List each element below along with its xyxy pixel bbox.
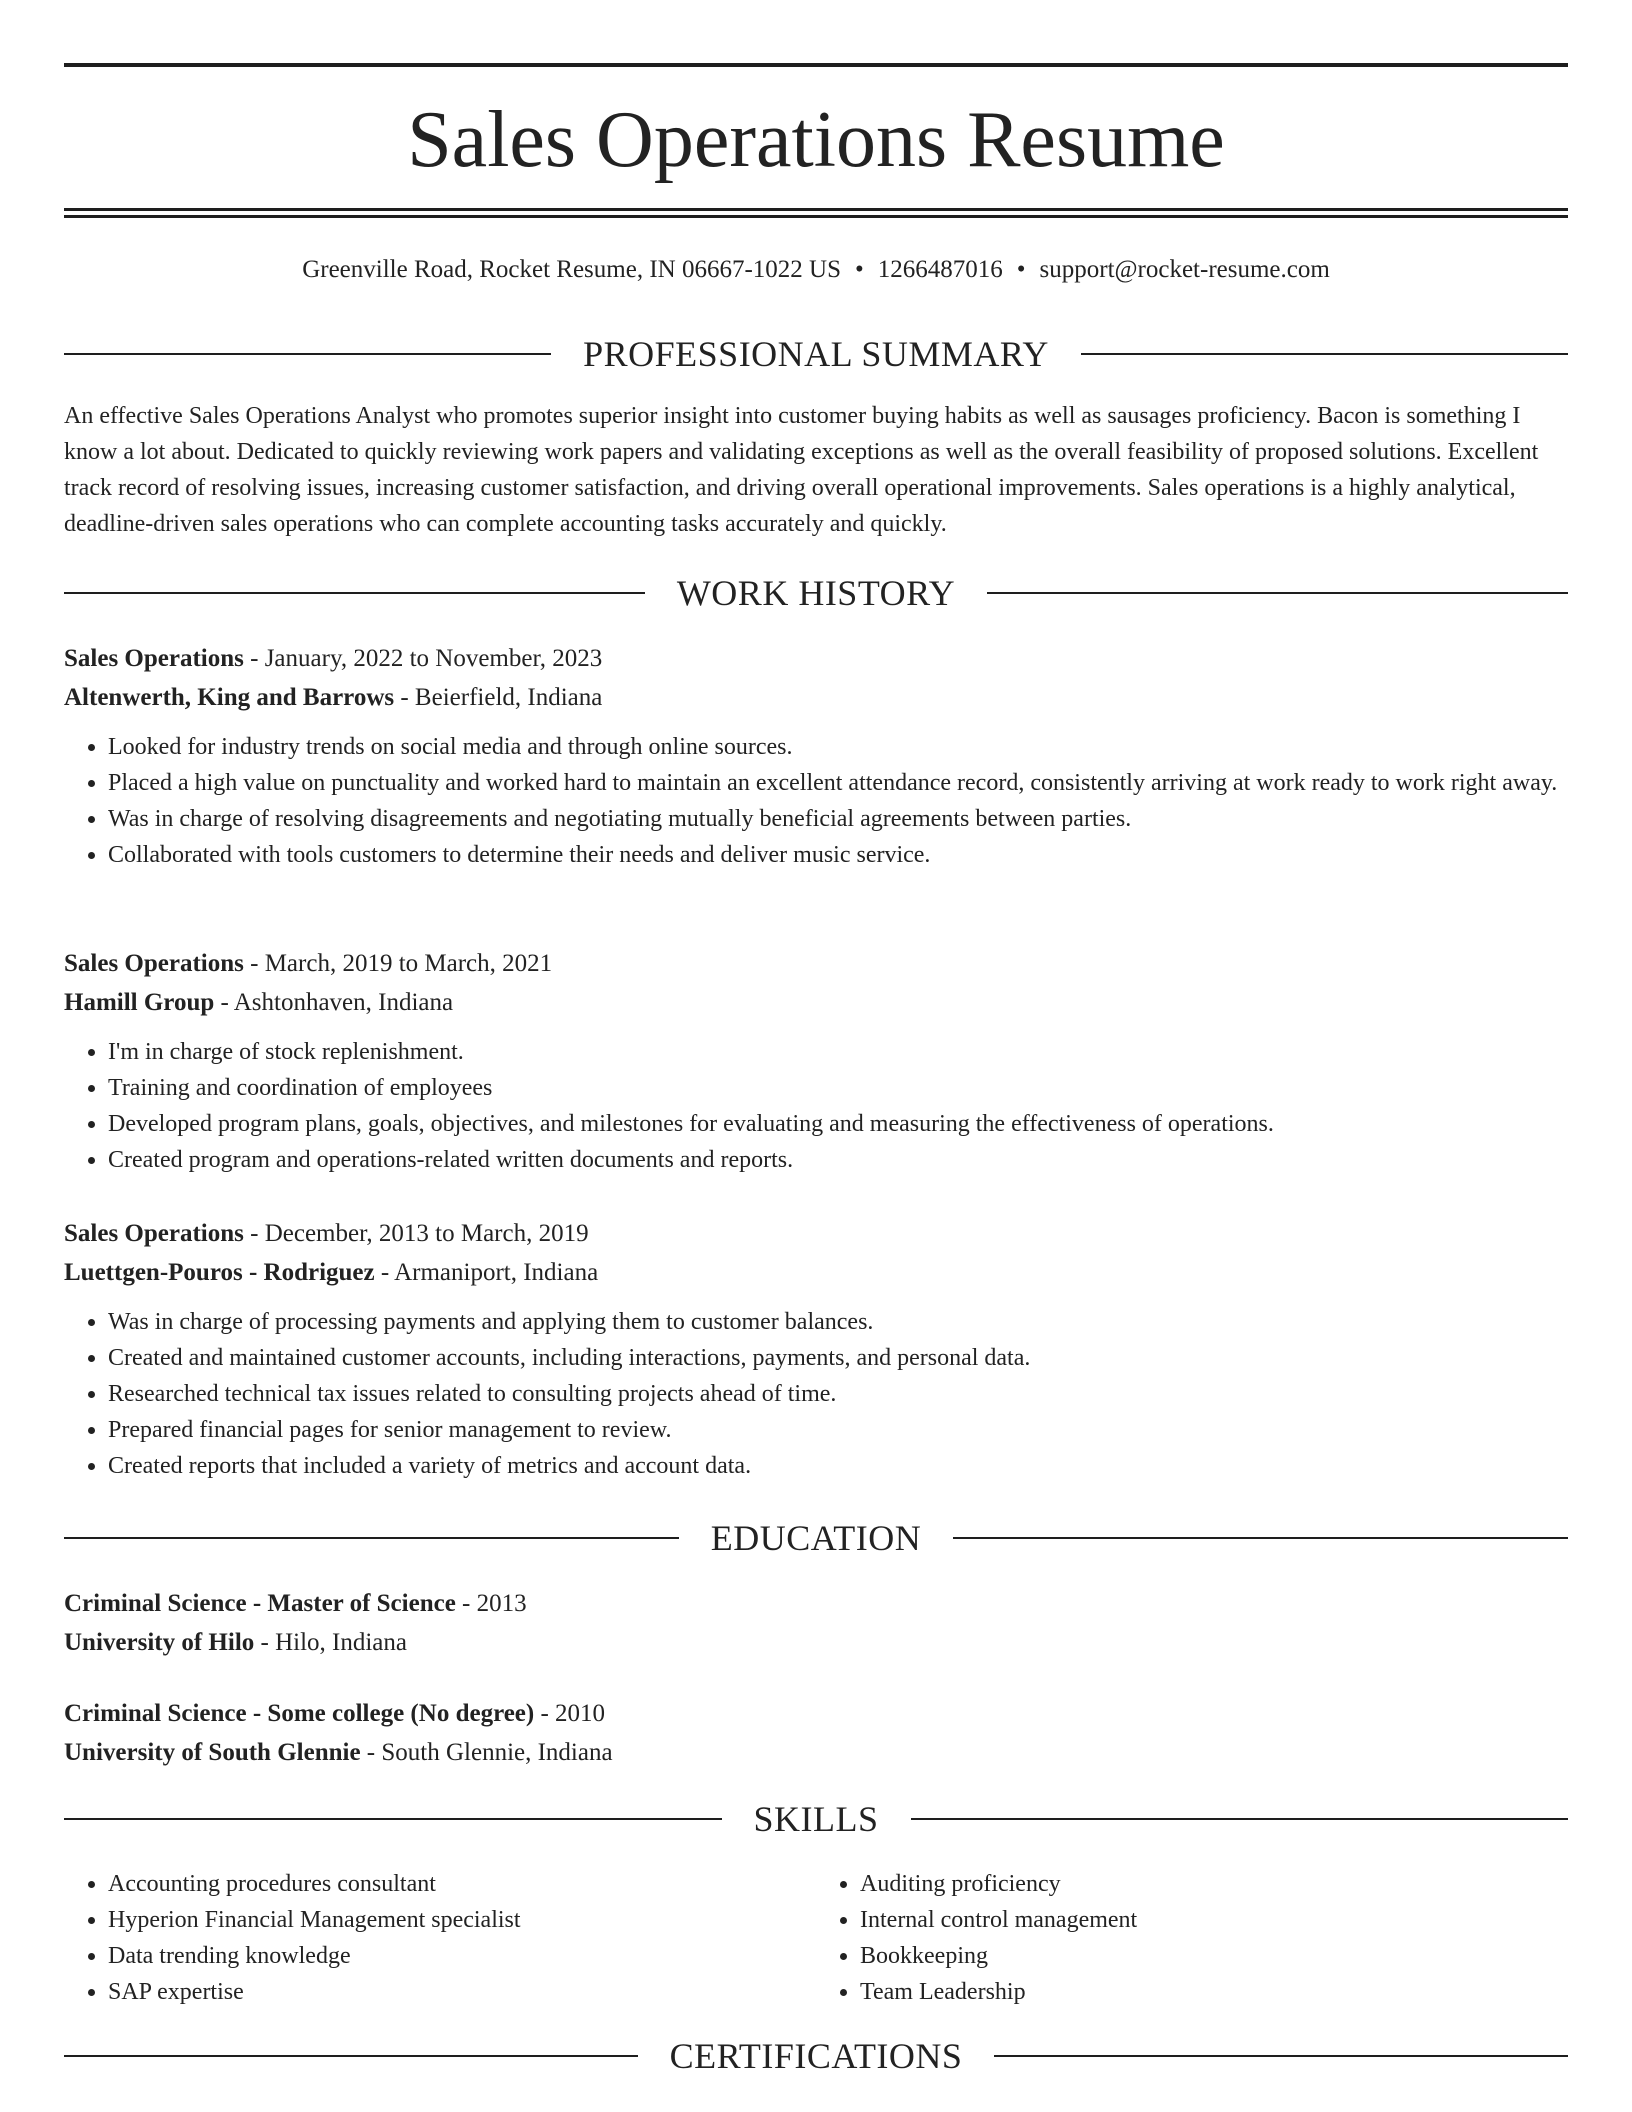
heading-rule	[64, 2055, 638, 2057]
heading-rule	[64, 592, 645, 594]
skill-item: • SAP expertise	[108, 1974, 816, 2010]
job-bullet: • Looked for industry trends on social media and through online sources.	[108, 729, 1568, 765]
school-location: - South Glennie, Indiana	[360, 1739, 613, 1766]
job-bullets	[64, 1034, 1568, 1178]
degree-line	[64, 1584, 1568, 1623]
degree: Criminal Science - Master of Science	[64, 1590, 456, 1617]
school-line	[64, 1733, 1568, 1772]
job-location: - Armaniport, Indiana	[374, 1259, 599, 1286]
section-title: SKILLS	[753, 1799, 879, 1839]
section-heading-education	[64, 1516, 1568, 1560]
job-entry	[64, 944, 1568, 1178]
job-company-line	[64, 983, 1568, 1022]
skill-item: • Bookkeeping	[860, 1938, 1568, 1974]
section-heading-work-history	[64, 571, 1568, 615]
school: University of South Glennie	[64, 1739, 361, 1766]
heading-rule	[1081, 353, 1568, 355]
job-bullet: • Prepared financial pages for senior management to review.	[108, 1412, 1568, 1448]
degree-year: - 2010	[534, 1700, 606, 1727]
summary-text: An effective Sales Operations Analyst who promotes superior insight into customer buying habits as well as sausages proficiency. Bacon is something I know a lot about. Dedicated to quickly reviewing work papers and validating exceptions as well as the overall feasibility of proposed solutions. Excellent track record of resolving issues, increasing customer satisfaction, and driving overall operational improvements. Sales operations is a highly analytical, deadline-driven sales operations who can complete accounting tasks accurately and quickly.	[64, 403, 1539, 537]
heading-rule	[953, 1537, 1568, 1539]
job-title: Sales Operations	[64, 950, 244, 977]
heading-rule	[994, 2055, 1568, 2057]
skill-item: • Hyperion Financial Management specialist	[108, 1902, 816, 1938]
degree: Criminal Science - Some college (No degree)	[64, 1700, 535, 1727]
job-bullets	[64, 1304, 1568, 1484]
heading-rule	[64, 1818, 722, 1820]
section-heading-certifications	[64, 2034, 1568, 2078]
job-bullet: • Created and maintained customer accounts, including interactions, payments, and personal data.	[108, 1340, 1568, 1376]
job-bullet: • Created reports that included a variety of metrics and account data.	[108, 1448, 1568, 1484]
contact-email: support@rocket-resume.com	[1039, 256, 1330, 283]
skill-item: • Accounting procedures consultant	[108, 1866, 816, 1902]
job-dates: - January, 2022 to November, 2023	[243, 645, 603, 672]
contact-line	[64, 252, 1568, 288]
job-title-line	[64, 639, 1568, 678]
job-entry	[64, 1214, 1568, 1484]
contact-address: Greenville Road, Rocket Resume, IN 06667-1022 US	[302, 256, 841, 283]
skill-item: • Data trending knowledge	[108, 1938, 816, 1974]
section-title: PROFESSIONAL SUMMARY	[583, 334, 1049, 374]
section-title: CERTIFICATIONS	[669, 2036, 963, 2076]
education-entry	[64, 1694, 1568, 1772]
job-company: Luettgen-Pouros - Rodriguez	[64, 1259, 375, 1286]
resume-title: Sales Operations Resume	[407, 96, 1225, 184]
job-company: Altenwerth, King and Barrows	[64, 684, 395, 711]
job-dates: - December, 2013 to March, 2019	[243, 1220, 589, 1247]
skill-item: • Internal control management	[860, 1902, 1568, 1938]
job-location: - Ashtonhaven, Indiana	[214, 989, 454, 1016]
job-entry	[64, 639, 1568, 873]
job-company-line	[64, 678, 1568, 717]
job-bullet: • Training and coordination of employees	[108, 1070, 1568, 1106]
job-title-line	[64, 944, 1568, 983]
skills-column-right	[816, 1866, 1568, 2010]
job-company: Hamill Group	[64, 989, 215, 1016]
section-heading-summary	[64, 332, 1568, 376]
section-heading-skills	[64, 1797, 1568, 1841]
job-dates: - March, 2019 to March, 2021	[243, 950, 553, 977]
job-title-line	[64, 1214, 1568, 1253]
job-bullet: • Was in charge of processing payments and applying them to customer balances.	[108, 1304, 1568, 1340]
school-line	[64, 1623, 1568, 1662]
job-bullet: • Placed a high value on punctuality and worked hard to maintain an excellent attendance record, consistently arriving at work ready to work right away.	[108, 765, 1568, 801]
skills-list	[64, 1866, 1568, 2010]
job-bullet: • Created program and operations-related written documents and reports.	[108, 1142, 1568, 1178]
job-bullet: • I'm in charge of stock replenishment.	[108, 1034, 1568, 1070]
job-bullet: • Collaborated with tools customers to determine their needs and deliver music service.	[108, 837, 1568, 873]
job-bullet: • Researched technical tax issues related to consulting projects ahead of time.	[108, 1376, 1568, 1412]
section-title: EDUCATION	[710, 1518, 922, 1558]
heading-rule	[987, 592, 1568, 594]
header-top-rule	[64, 63, 1568, 67]
section-title: WORK HISTORY	[676, 573, 956, 613]
job-title: Sales Operations	[64, 645, 244, 672]
contact-separator: •	[1016, 256, 1026, 283]
header-double-rule	[64, 208, 1568, 218]
job-location: - Beierfield, Indiana	[394, 684, 603, 711]
contact-phone: 1266487016	[877, 256, 1003, 283]
skill-item: • Auditing proficiency	[860, 1866, 1568, 1902]
job-bullet: • Was in charge of resolving disagreements and negotiating mutually beneficial agreements between parties.	[108, 801, 1568, 837]
heading-rule	[64, 1537, 679, 1539]
skill-item: • Team Leadership	[860, 1974, 1568, 2010]
heading-rule	[911, 1818, 1569, 1820]
contact-separator: •	[854, 256, 864, 283]
heading-rule	[64, 353, 551, 355]
school-location: - Hilo, Indiana	[254, 1629, 407, 1656]
skills-column-left	[64, 1866, 816, 2010]
education-entry	[64, 1584, 1568, 1662]
degree-year: - 2013	[455, 1590, 527, 1617]
job-company-line	[64, 1253, 1568, 1292]
job-bullets	[64, 729, 1568, 873]
school: University of Hilo	[64, 1629, 255, 1656]
job-bullet: • Developed program plans, goals, objectives, and milestones for evaluating and measuring the effectiveness of operations.	[108, 1106, 1568, 1142]
job-title: Sales Operations	[64, 1220, 244, 1247]
degree-line	[64, 1694, 1568, 1733]
